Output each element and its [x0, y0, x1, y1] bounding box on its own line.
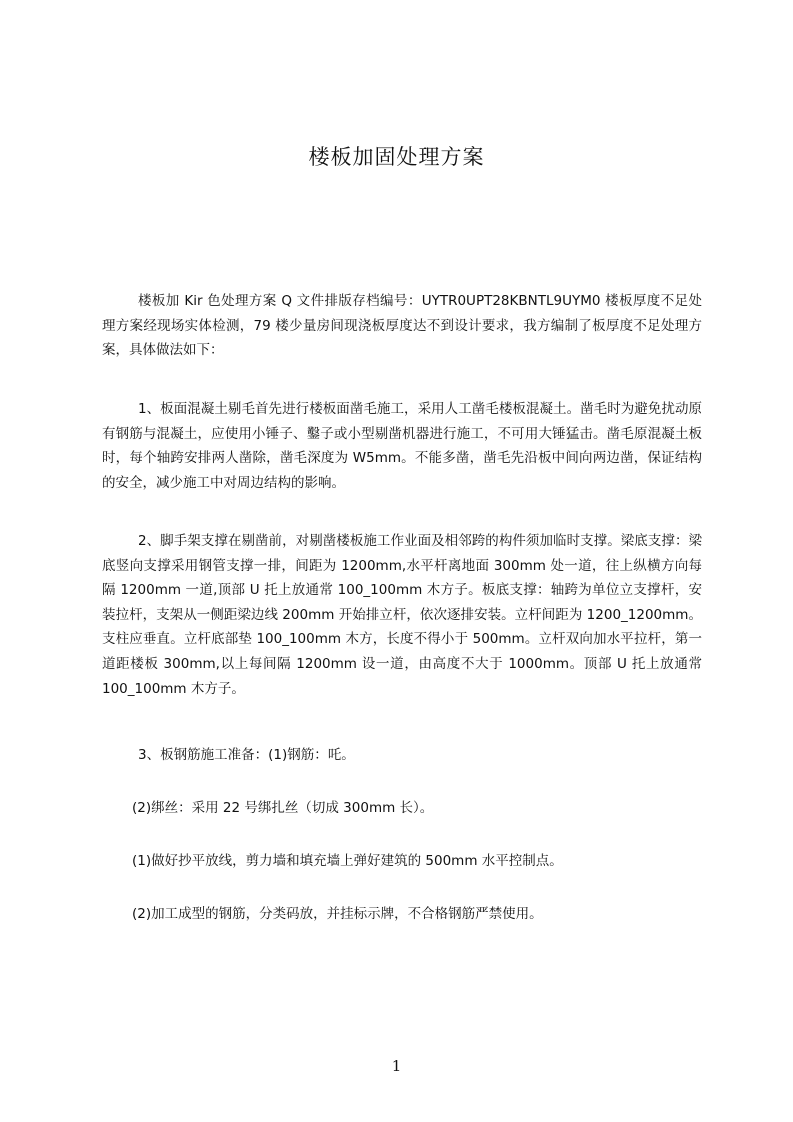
section-3-paragraph: 3、板钢筋施工准备：(1)钢筋：吒。 [138, 747, 355, 763]
binding-wire-paragraph: (2)绑丝：采用 22 号绑扎丝（切成 300mm 长）。 [132, 800, 434, 816]
page-number: 1 [391, 1057, 402, 1075]
rebar-storage-paragraph: (2)加工成型的钢筋，分类码放，并挂标示牌，不合格钢筋严禁使用。 [132, 906, 543, 922]
section-2-paragraph: 2、脚手架支撑在剔凿前，对剔凿楼板施工作业面及相邻跨的构件须加临时支撑。梁底支撑：梁底竖向支撑采用钢管支撑一排，间距为 1200mm,水平杆离地面 300mm 处一道，往上纵横方向每隔 1200mm 一道,顶部 U 托上放通常 100_100mm 木方子。板底支撑：轴跨为单位立支撑杆，安装拉杆，支架从一侧距梁边线 200mm 开始排立杆，依次逐排安装。立杆间距为 1200_1200mm。支柱应垂直。立杆底部垫 100_100mm 木方，长度不得小于 500mm。立杆双向加水平拉杆，第一道距楼板 300mm,以上每间隔 1200mm 设一道，由高度不大于 1000mm。顶部 U 托上放通常 100_100mm 木方子。 [102, 533, 702, 697]
document-title: 楼板加固处理方案 [308, 145, 485, 169]
section-1-paragraph: 1、板面混凝土剔毛首先进行楼板面凿毛施工，采用人工凿毛楼板混凝土。凿毛时为避免扰动原有钢筋与混凝土，应使用小锤子、鑿子或小型剔凿机器进行施工，不可用大锤猛击。凿毛原混凝土板时，每个轴跨安排两人凿除，凿毛深度为 W5mm。不能多凿，凿毛先沿板中间向两边凿，保证结构的安全，减少施工中对周边结构的影响。 [102, 401, 702, 491]
intro-paragraph: 楼板加 Kir 色处理方案 Q 文件排版存档编号：UYTR0UPT28KBNTL9UYM0 楼板厚度不足处理方案经现场实体检测，79 楼少量房间现浇板厚度达不到设计要求，我方编制了板厚度不足处理方案，具体做法如下： [102, 293, 702, 359]
leveling-paragraph: (1)做好抄平放线，剪力墙和填充墙上弹好建筑的 500mm 水平控制点。 [132, 853, 563, 869]
